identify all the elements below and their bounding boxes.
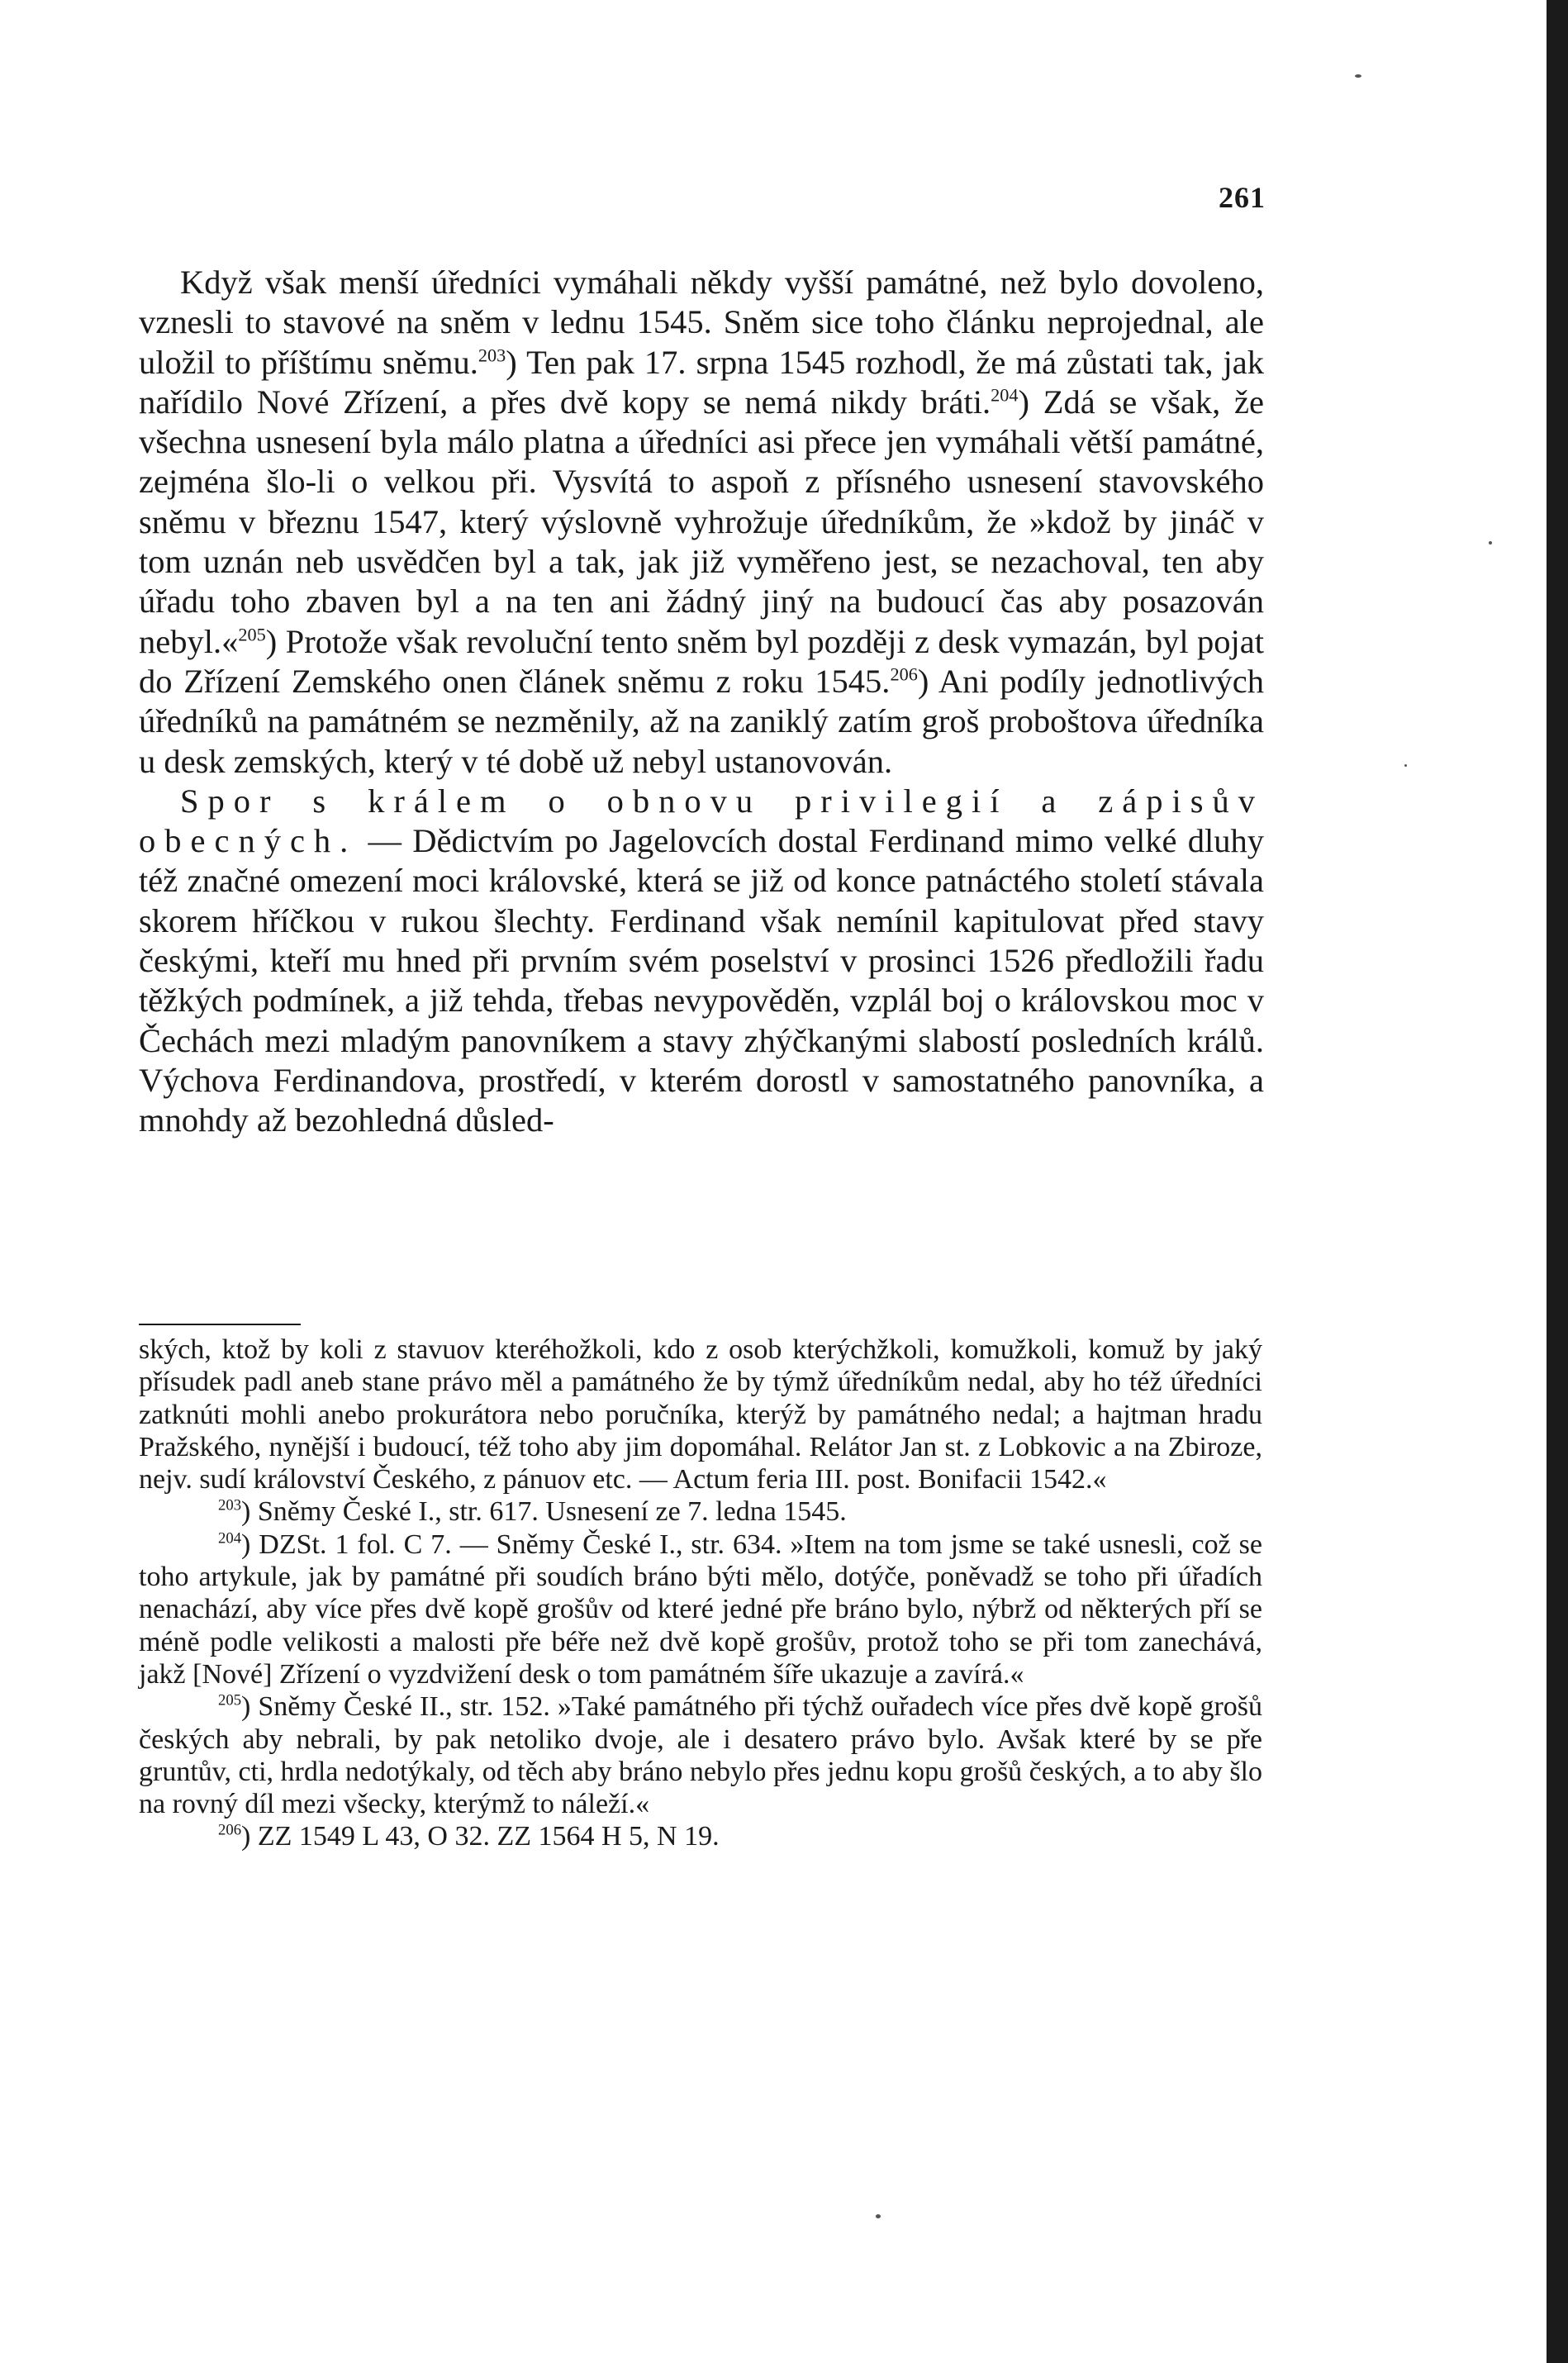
- footnote-number: 206: [218, 1822, 242, 1840]
- text-run: Když však menší úředníci vymáhali někdy vyšší památné, než bylo dovoleno, vznesli to stavové na sněm v lednu 1545. Sněm sice toho článku neprojednal, ale uložil to příštímu sněmu.: [139, 264, 1264, 381]
- footnote-206: [139, 1820, 1262, 1852]
- footnote-number: 204: [218, 1529, 242, 1548]
- footnote-number: 205: [218, 1691, 242, 1709]
- text-run: ) Zdá se však, že všechna usnesení byla málo platna a úředníci asi přece jen vymáhali větší památné, zejména šlo-li o velkou při. Vysvítá to aspoň z přísného usnesení stavovského sněmu v březnu 1547, který výslovně vyhrožuje úředníkům, že »kdož by jináč v tom uznán neb usvědčen byl a tak, jak již vyměřeno jest, se nezachoval, ten aby úřadu toho zbaven byl a na ten ani žádný jiný na budoucí čas aby posazován nebyl.«: [139, 383, 1264, 660]
- footnotes: [139, 1334, 1262, 1853]
- footnote-separator: [139, 1324, 301, 1325]
- text-run: ) ZZ 1549 L 43, O 32. ZZ 1564 H 5, N 19.: [241, 1821, 720, 1852]
- footnote-ref-205[interactable]: 205: [238, 624, 266, 645]
- footnote-204: [139, 1529, 1262, 1690]
- paragraph: [139, 263, 1264, 782]
- main-text: [139, 263, 1264, 1141]
- footnote-number: 203: [218, 1497, 242, 1515]
- scan-speck: [1489, 541, 1492, 544]
- text-run: ) Protože však revoluční tento sněm byl později z desk vymazán, byl pojat do Zřízení Zemského onen článek sněmu z roku 1545.: [139, 622, 1264, 700]
- paragraph: [139, 782, 1264, 1141]
- text-run: ) Ani podíly jednotlivých úředníků na památném se nezměnily, až na zaniklý zatím groš proboštova úředníka u desk zemských, který v té době už nebyl ustanovován.: [139, 662, 1264, 780]
- scan-speck: [876, 2214, 881, 2218]
- footnote-205: [139, 1690, 1262, 1820]
- section-heading: Spor s králem o obnovu privilegií a zápisův obecných.: [139, 782, 1264, 860]
- text-run: ) Sněmy České I., str. 617. Usnesení ze 7. ledna 1545.: [241, 1496, 847, 1528]
- scan-speck: [1355, 74, 1361, 78]
- text-run: ) Sněmy České II., str. 152. »Také památného při týchž ouřadech více přes dvě kopě grošů českých aby nebrali, by pak netoliko dvoje, ale i desatero právo bylo. Avšak které by se pře gruntův, cti, hrdla nedotýkaly, od těch aby bráno nebylo přes jednu kopu grošů českých, a to aby šlo na rovný díl mezi všecky, kterýmž to náleží.«: [139, 1691, 1262, 1820]
- page-number: 261: [1219, 181, 1266, 214]
- footnote-ref-204[interactable]: 204: [991, 384, 1019, 406]
- text-run: — Dědictvím po Jagelovcích dostal Ferdinand mimo velké dluhy též značné omezení moci královské, která se již od konce patnáctého století stávala skorem hříčkou v rukou šlechty. Ferdinand však nemínil kapitulovat před stavy českými, kteří mu hned při prvním svém poselství v prosinci 1526 předložili řadu těžkých podmínek, a již tehda, třebas nevypověděn, vzplál boj o královskou moc v Čechách mezi mladým panovníkem a stavy zhýčkanými slabostí posledních králů. Výchova Ferdinandova, prostředí, v kterém dorostl v samostatného panovníka, a mnohdy až bezohledná důsled-: [139, 822, 1264, 1139]
- footnote-203: [139, 1495, 1262, 1528]
- text-run: ) Ten pak 17. srpna 1545 rozhodl, že má zůstati tak, jak nařídilo Nové Zřízení, a přes dvě kopy se nemá nikdy bráti.: [139, 343, 1265, 421]
- footnote-ref-206[interactable]: 206: [890, 663, 918, 685]
- text-run: ) DZSt. 1 fol. C 7. — Sněmy České I., str. 634. »Item na tom jsme se také usnesli, což se toho artykule, jak by památné při soudích bráno býti mělo, dotýče, poněvadž se toho při úřadích nenachází, aby více přes dvě kopě grošův od které jedné pře bráno bylo, nýbrž od některých pří se méně podle velikosti a malosti pře béře než dvě kopě grošův, protož toho se při tom zanechává, jakž [Nové] Zřízení o vyzdvižení desk o tom památném šíře ukazuje a zavírá.«: [139, 1529, 1262, 1690]
- footnote-ref-203[interactable]: 203: [478, 345, 506, 366]
- footnote-continuation: [139, 1334, 1262, 1495]
- scan-speck: [1404, 764, 1407, 767]
- text-run: ských, ktož by koli z stavuov kteréhožkoli, kdo z osob kterýchžkoli, komužkoli, komuž by jaký přísudek padl aneb stane právo měl a památného že by týmž úředníkům nedal, aby ho též úředníci zatknúti mohli anebo prokurátora nebo poručníka, kterýž by památného nedal; a hajtman hradu Pražského, nynější i budoucí, též toho aby jim dopomáhal. Relátor Jan st. z Lobkovic a na Zbiroze, nejv. sudí království Českého, z pánuov etc. — Actum feria III. post. Bonifacii 1542.«: [139, 1334, 1262, 1495]
